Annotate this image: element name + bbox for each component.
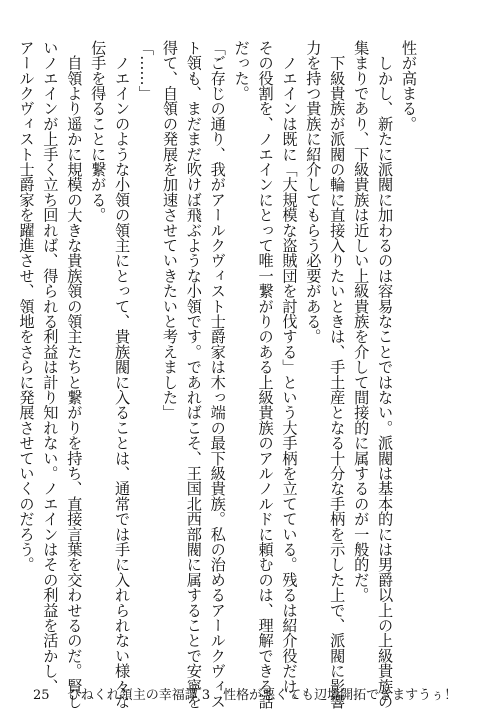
text-line: ノエインは既に「大規模な盗賊団を討伐する」という大手柄を立てている。残るは紹介役だけ。 [280,40,299,709]
running-title: ひねくれ領主の幸福譚 3 性格が悪くても辺境開拓できますうぅ！ [67,688,458,703]
text-line: 得て、自領の発展を加速させていきたいと考えました」 [160,40,179,420]
page-number: 25 [33,688,50,703]
page-footer [33,684,457,703]
text-line: 力を持つ貴族に紹介してもらう必要がある。 [304,40,323,344]
text-line: しかし、新たに派閥に加わるのは容易なことではない。派閥は基本的には男爵以上の上級貴族の [376,40,395,709]
text-line: その役割を、ノエインにとって唯一繋がりのある上級貴族のアルノルドに頼むのは、理解できる話 [256,40,275,709]
text-line: 「ご存じの通り、我がアールクヴィスト士爵家は木っ端の最下級貴族。私の治めるアールクヴィス [208,40,227,709]
text-line: 伝手を得ることに繋がる。 [89,40,108,223]
text-line: だった。 [232,40,251,101]
text-line: いノエインが上手く立ち回れば、得られる利益は計り知れない。ノエインはその利益を活かし、 [41,40,60,694]
text-line: 下級貴族が派閥の輪に直接入りたいときは、手土産となる十分な手柄を示した上で、派閥に影響 [328,40,347,709]
text-line: ト領も、まだまだ吹けば飛ぶような小領です。であればこそ、王国北西部閥に属することで安寧を [184,40,203,709]
text-line: 自領より遥かに規模の大きな貴族領の領主たちと繋がりを持ち、直接言葉を交わせるのだ。賢し [65,40,84,709]
text-line: 性が高まる。 [400,40,418,132]
text-line: 集まりであり、下級貴族は近しい上級貴族を介して間接的に属するのが一般的だ。 [352,40,371,603]
text-line: ノエインのような小領の領主にとって、貴族閥に入ることは、通常では手に入れられない様々な [113,40,132,709]
text-line: 「……」 [137,40,156,101]
text-line: アールクヴィスト士爵家を躍進させ、領地をさらに発展させていくのだろう。 [17,40,36,572]
